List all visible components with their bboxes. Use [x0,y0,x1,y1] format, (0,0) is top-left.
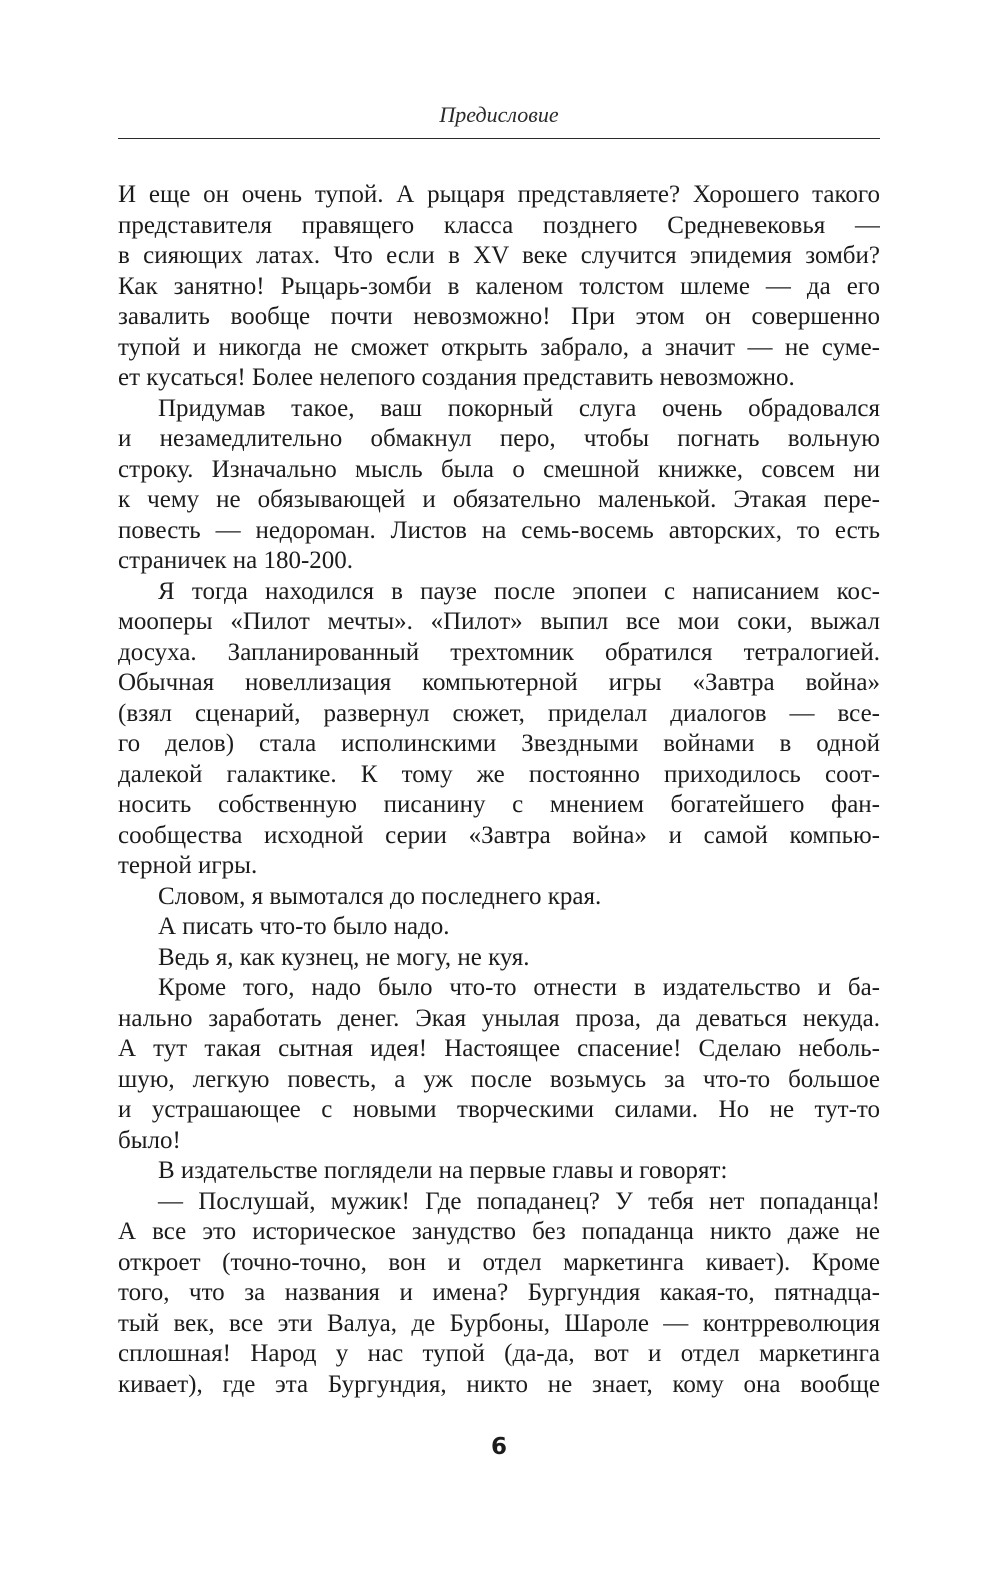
text-line: А все это историческое занудство без попаданца никто даже не [118,1218,880,1245]
text-line: И еще он очень тупой. А рыцаря представляете? Хорошего такого [118,181,880,208]
text-line: завалить вообще почти невозможно! При этом он совершенно [118,303,880,330]
text-line: повесть — недороман. Листов на семь-восемь авторских, то есть [118,516,880,544]
text-line: было! [118,1126,181,1154]
text-line: шую, легкую повесть, а уж после возьмусь за что-то большое [118,1065,880,1093]
text-line: кивает), где эта Бургундия, никто не знает, кому она вообще [118,1370,880,1398]
running-head: Предисловие [439,102,559,127]
text-line: сообщества исходной серии «Завтра война» и самой компью- [118,821,880,849]
text-line: далекой галактике. К тому же постоянно приходилось соот- [118,760,880,788]
text-line: — Послушай, мужик! Где попаданец? У тебя нет попаданца! [158,1187,880,1215]
text-line: мооперы «Пилот мечты». «Пилот» выпил все мои соки, выжал [118,608,880,635]
text-line: А тут такая сытная идея! Настоящее спасение! Сделаю неболь- [118,1035,880,1062]
text-line: представителя правящего класса позднего Средневековья — [118,211,880,239]
text-line: Как занятно! Рыцарь-зомби в каленом толстом шлеме — да его [118,272,880,300]
text-line: и устрашающее с новыми творческими силами. Но не тут-то [118,1096,880,1123]
text-line: и незамедлительно обмакнул перо, чтобы погнать вольную [118,425,880,452]
text-line: А писать что-то было надо. [158,913,450,940]
text-line: откроет (точно-точно, вон и отдел маркетинга кивает). Кроме [118,1248,880,1276]
header-rule [118,138,880,139]
text-line: строку. Изначально мысль была о смешной книжке, совсем ни [118,455,880,483]
text-line: (взял сценарий, развернул сюжет, приделал диалогов — все- [118,699,880,727]
text-line: Кроме того, надо было что-то отнести в издательство и ба- [158,974,880,1001]
text-line: тупой и никогда не сможет открыть забрало, а значит — не суме- [118,333,880,361]
page-number: 6 [490,1434,507,1460]
text-line: тый век, все эти Валуа, де Бурбоны, Шароле — контрреволюция [118,1309,880,1337]
text-line: Я тогда находился в паузе после эпопеи с написанием кос- [158,577,880,605]
text-line: терной игры. [118,852,258,879]
text-line: сплошная! Народ у нас тупой (да-да, вот и отдел маркетинга [118,1340,880,1367]
text-line: Обычная новеллизация компьютерной игры «Завтра война» [118,669,880,696]
text-line: Придумав такое, ваш покорный слуга очень обрадовался [158,394,880,422]
text-line: того, что за названия и имена? Бургундия какая-то, пятнадца- [118,1279,880,1306]
text-line: ет кусаться! Более нелепого создания представить невозможно. [118,364,795,391]
body-text [118,180,880,1400]
text-line: носить собственную писанину с мнением богатейшего фан- [118,791,880,818]
text-line: Словом, я вымотался до последнего края. [158,882,602,910]
text-line: нально заработать денег. Экая унылая проза, да деваться некуда. [118,1004,880,1032]
text-line: го делов) стала исполинскими Звездными войнами в одной [118,730,880,757]
text-line: досуха. Запланированный трехтомник обратился тетралогией. [118,638,880,666]
text-line: страничек на 180-200. [118,547,354,574]
text-line: В издательстве поглядели на первые главы и говорят: [158,1157,728,1184]
text-line: в сияющих латах. Что если в XV веке случится эпидемия зомби? [118,242,880,269]
text-line: к чему не обязывающей и обязательно маленькой. Этакая пере- [118,486,880,513]
text-line: Ведь я, как кузнец, не могу, не куя. [158,943,530,971]
